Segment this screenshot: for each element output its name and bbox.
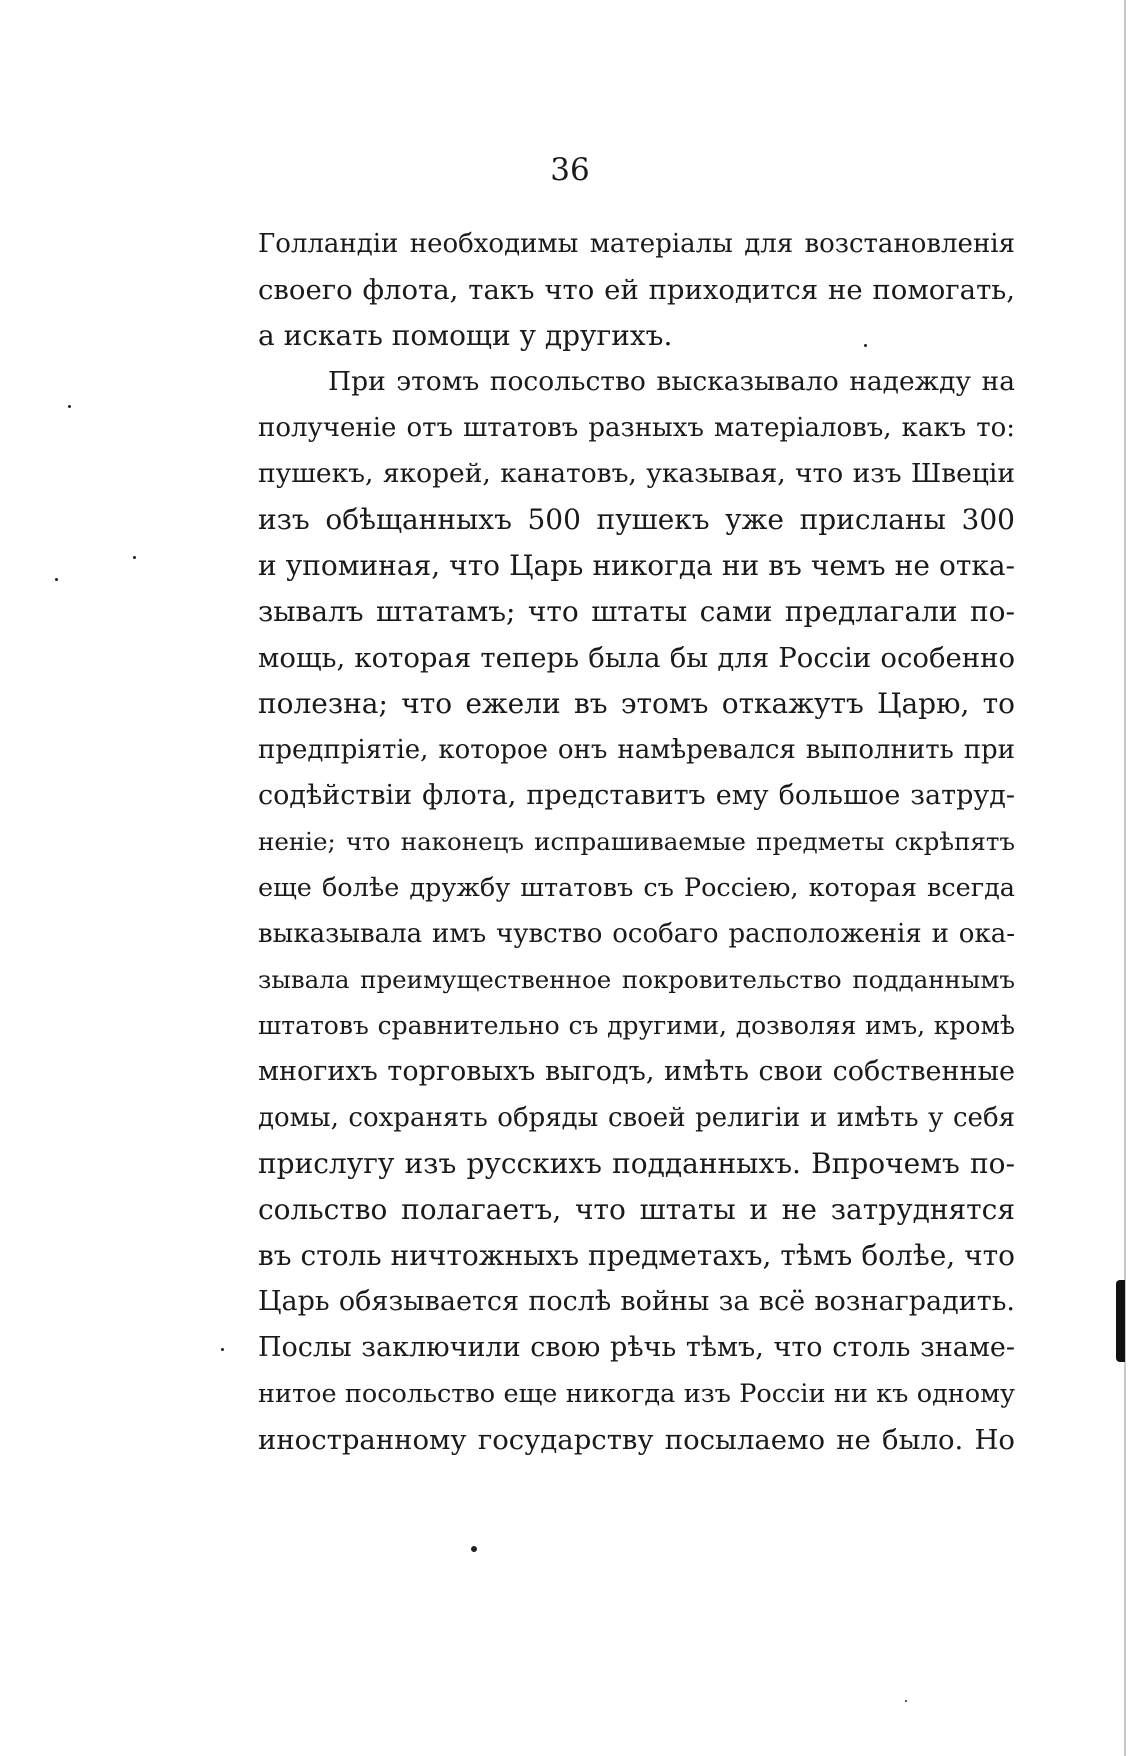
text-line: зывалъ штатамъ; что штаты сами предлагали по-: [258, 595, 1015, 628]
scan-speck: [68, 405, 71, 408]
text-line: домы, сохранять обряды своей религіи и имѣть у себя: [258, 1103, 1015, 1133]
text-line: сольство полагаетъ, что штаты и не затруднятся: [258, 1193, 1015, 1226]
text-line: нитое посольство еще никогда изъ Россіи ни къ одному: [258, 1379, 1015, 1409]
text-line: иностранному государству посылаемо не было. Но: [258, 1424, 1015, 1456]
body-text: [258, 221, 1015, 1463]
text-line: выказывала имъ чувство особаго расположенія и ока-: [258, 919, 1015, 949]
text-line: полученіе отъ штатовъ разныхъ матеріаловъ, какъ то:: [258, 413, 1015, 443]
text-line: полезна; что ежели въ этомъ откажутъ Царю, то: [258, 687, 1015, 720]
text-line: содѣйствіи флота, представитъ ему большое затруд-: [258, 780, 1015, 811]
text-line: изъ обѣщанныхъ 500 пушекъ уже присланы 300: [258, 503, 1015, 536]
page-edge: [1124, 0, 1126, 1756]
text-line: своего флота, такъ что ей приходится не помогать,: [258, 274, 1015, 306]
text-line: многихъ торговыхъ выгодъ, имѣть свои собственные: [258, 1056, 1015, 1087]
scan-speck: [905, 1700, 907, 1702]
text-line: пушекъ, якорей, канатовъ, указывая, что изъ Швеціи: [258, 458, 1015, 489]
text-line: а искать помощи у другихъ.: [258, 319, 673, 352]
text-line: неніе; что наконецъ испрашиваемые предметы скрѣпятъ: [258, 827, 1015, 856]
scan-speck: [133, 556, 136, 559]
text-line: Царь обязывается послѣ войны за всё вознаградить.: [258, 1286, 1015, 1317]
scan-speck: [471, 1546, 477, 1552]
scan-edge-mark: [1116, 1280, 1125, 1362]
text-line: предпріятіе, которое онъ намѣревался выполнить при: [258, 735, 1015, 765]
text-line: При этомъ посольство высказывало надежду на: [328, 366, 1015, 397]
text-line: Послы заключили свою рѣчь тѣмъ, что столь знаме-: [258, 1332, 1015, 1363]
text-line: штатовъ сравнительно съ другими, дозволяя имъ, кромѣ: [258, 1011, 1015, 1040]
scan-speck: [221, 1348, 224, 1351]
text-line: еще болѣе дружбу штатовъ съ Россіею, которая всегда: [258, 873, 1015, 903]
text-line: въ столь ничтожныхъ предметахъ, тѣмъ болѣе, что: [258, 1239, 1015, 1272]
text-line: мощь, которая теперь была бы для Россіи особенно: [258, 642, 1015, 674]
scan-speck: [55, 578, 58, 581]
text-line: зывала преимущественное покровительство подданнымъ: [258, 965, 1015, 994]
page-number: 36: [550, 152, 590, 188]
text-line: Голландіи необходимы матеріалы для возстановленія: [258, 229, 1015, 259]
text-line: прислугу изъ русскихъ подданныхъ. Впрочемъ по-: [258, 1147, 1015, 1180]
text-line: и упоминая, что Царь никогда ни въ чемъ не отка-: [258, 549, 1015, 582]
